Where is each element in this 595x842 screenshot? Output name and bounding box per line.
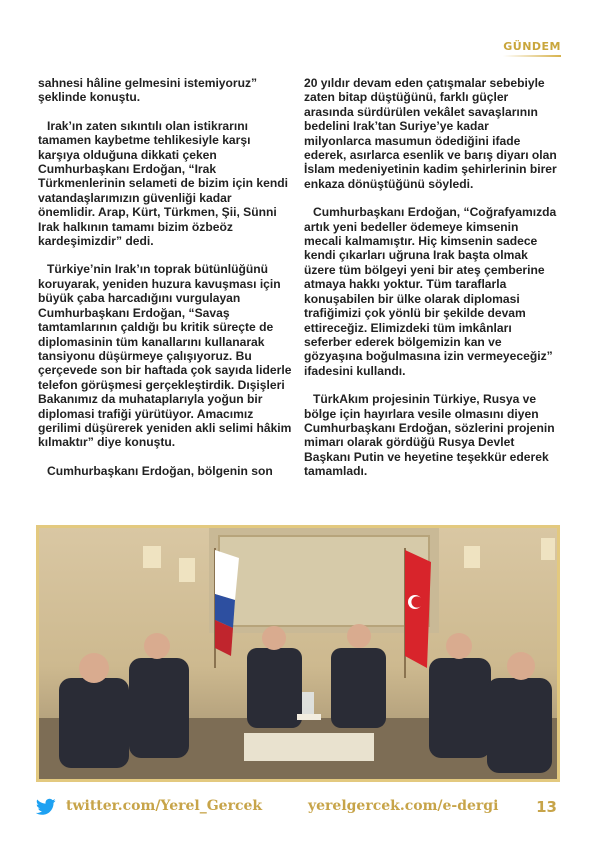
footer: [0, 794, 595, 824]
meeting-photo: [39, 528, 557, 779]
paragraph: Cumhurbaşkanı Erdoğan, “Coğrafyamızda artık yeni bedeller ödemeye kimsenin mecali kalmamıştır. Hiç kimsenin sadece kendi çıkarları uğruna Irak başta olmak üzere tüm bölgeyi yeni bir ateş çemberine atmaya hakkı yoktur. Tüm taraflarla konuşabilen bir ülke olarak diplomasi trafiğimizi çok yönlü bir şekilde devam ettireceğiz. Elimizdeki tüm imkânları seferber ederek bölgemizin kan ve gözyaşına boğulmasına izin vermeyeceğiz” ifadesini kullandı.: [304, 205, 557, 378]
section-label: GÜNDEM: [503, 40, 561, 53]
paragraph: Irak’ın zaten sıkıntılı olan istikrarını tamamen kaybetme tehlikesiyle karşı karşıya olduğuna dikkati çeken Cumhurbaşkanı Erdoğan, “Irak Türkmenlerinin selameti de bizim için kendi vatandaşlarımızın güvenliği kadar önemlidir. Arap, Kürt, Türkmen, Şii, Sünni Irak halkının tamamı bizim özbeöz kardeşimizdir” dedi.: [38, 118, 289, 249]
paragraph: 20 yıldır devam eden çatışmalar sebebiyle zaten bitap düştüğünü, farklı güçler arasında sürdürülen vekâlet savaşlarının bedelini Irak’tan Suriye’ye kadar milyonlarca masumun ödediğini ifade ederek, asırlarca esenlik ve barış diyarı olan İslam medeniyetinin kadim şehirlerinin birer enkaza dönüştüğünü söyledi.: [304, 76, 557, 191]
left-text-column: [38, 76, 292, 492]
page-number: 13: [536, 798, 557, 816]
section-underline: [503, 55, 561, 57]
paragraph: Cumhurbaşkanı Erdoğan, bölgenin son: [47, 463, 273, 478]
right-text-column: [304, 76, 558, 493]
photo-frame: [36, 525, 560, 782]
paragraph: TürkAkım projesinin Türkiye, Rusya ve bölge için hayırlara vesile olmasını diyen Cumhurbaşkanı Erdoğan, sözlerini projenin mimarı olarak gördüğü Rusya Devlet Başkanı Putin ve heyetine teşekkür ederek tamamladı.: [304, 392, 555, 479]
paragraph: Türkiye’nin Irak’ın toprak bütünlüğünü koruyarak, yeniden huzura kavuşması için büyük çaba harcadığını vurgulayan Cumhurbaşkanı Erdoğan, “Savaş tamtamlarının çaldığı bu kritik süreçte de diplomasinin tüm kanallarını kullanarak tansiyonu düşürmeye çalışıyoruz. Bu çerçevede son bir haftada çok sayıda liderle telefon görüşmesi gerçekleştirdik. Dışişleri Bakanımız da muhataplarıyla yoğun bir diplomasi trafiği yürütüyor. Amacımız gerilimi düşürerek yeniden akli selimi hâkim kılmaktır” diye konuştu.: [38, 262, 292, 450]
twitter-bird-icon[interactable]: [36, 798, 56, 816]
website-link[interactable]: yerelgercek.com/e-dergi: [308, 798, 499, 814]
twitter-link[interactable]: twitter.com/Yerel_Gercek: [66, 798, 263, 814]
paragraph: sahnesi hâline gelmesini istemiyoruz” şeklinde konuştu.: [38, 76, 258, 105]
meeting-illustration: [39, 528, 557, 779]
